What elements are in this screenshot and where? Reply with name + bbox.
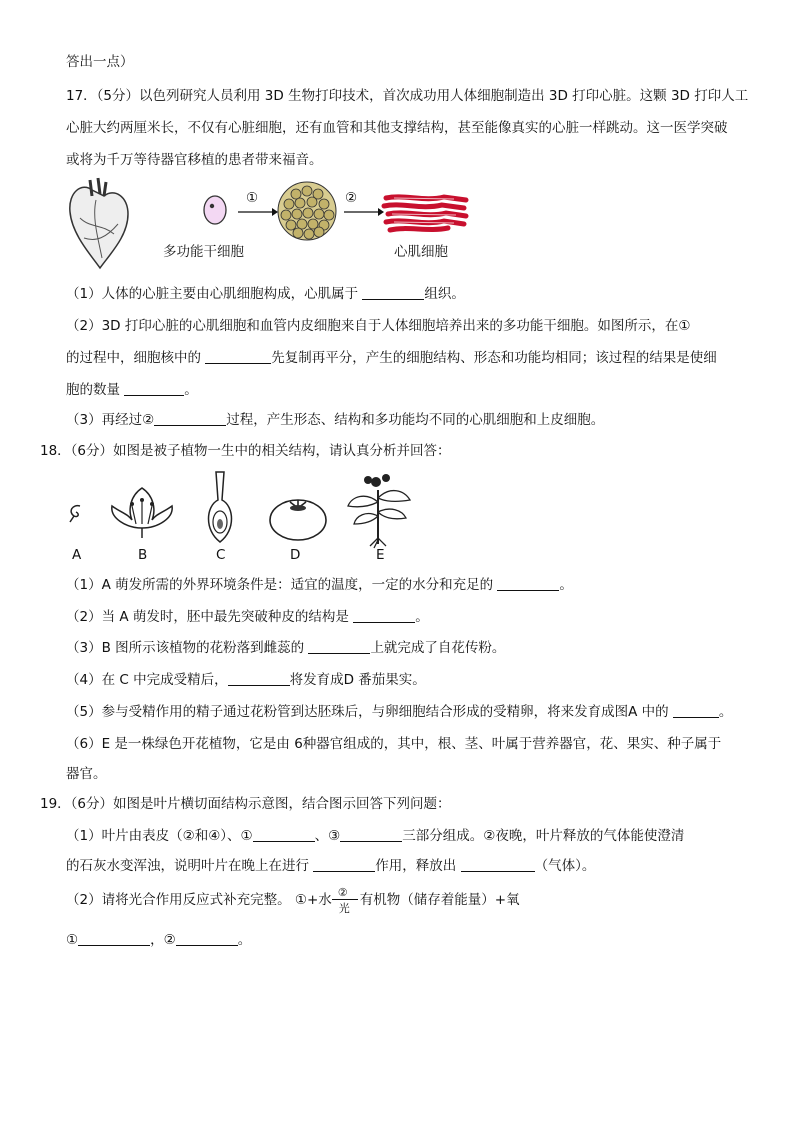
q17-stem-line3: 或将为千万等待器官移植的患者带来福音。 <box>66 152 323 168</box>
q17-part2-blank2[interactable] <box>124 381 184 396</box>
q18-part2-blank[interactable] <box>353 608 415 623</box>
q19-part2-answers <box>66 930 251 950</box>
cardiac-cell-label: 心肌细胞 <box>394 244 448 260</box>
q17-part2-line2 <box>66 348 717 368</box>
figure-label-b: B <box>138 547 148 563</box>
q18-part4 <box>66 670 426 690</box>
reaction-condition-bottom: 光 <box>338 902 350 915</box>
q18-part5 <box>66 702 732 722</box>
q19-part2-text-b: 有机物（储存着能量）+氧 <box>359 892 520 908</box>
figure-label-a: A <box>72 547 82 563</box>
q17-part2-text-b: 先复制再平分，产生的细胞结构、形态和功能均相同；该过程的结果是使细 <box>271 350 717 366</box>
q19-part1-blank1[interactable] <box>253 827 315 842</box>
q18-part2-text-a: （2）当 A 萌发时，胚中最先突破种皮的结构是 <box>66 609 354 625</box>
q18-part4-text-b: 将发育成D 番茄果实。 <box>289 672 426 688</box>
q18-part1 <box>66 575 573 595</box>
q19-part2-text-a: （2）请将光合作用反应式补充完整。 ①+水 <box>66 892 332 908</box>
q17-part1-blank[interactable] <box>362 285 424 300</box>
q17-part3-blank[interactable] <box>154 411 226 426</box>
q19-answer-end: 。 <box>237 932 252 948</box>
figure-label-d: D <box>290 547 301 563</box>
q17-part2-line1: （2）3D 打印心脏的心肌细胞和血管内皮细胞来自于人体细胞培养出来的多功能干细胞。如图所示，在① <box>66 318 691 334</box>
q18-part3-text-b: 上就完成了自花传粉。 <box>370 640 506 656</box>
q17-part1 <box>66 284 465 304</box>
reaction-condition <box>332 886 360 915</box>
pistil-c-illustration <box>200 470 240 546</box>
q17-part3-text-b: 过程，产生形态、结构和多功能均不同的心肌细胞和上皮细胞。 <box>226 412 605 428</box>
q19-part1-text-b: 、③ <box>314 828 341 844</box>
continuation-text: 答出一点） <box>66 54 134 70</box>
q19-part1-blank4[interactable] <box>461 857 535 872</box>
q18-part3-blank[interactable] <box>308 639 370 654</box>
q19-part1-blank2[interactable] <box>340 827 402 842</box>
q19-part1-blank3[interactable] <box>313 857 375 872</box>
q19-answer-blank1[interactable] <box>78 931 150 946</box>
q17-part2-text-a: 的过程中，细胞核中的 <box>66 350 206 366</box>
tomato-d-illustration <box>268 494 328 542</box>
q19-answer-label-1: ① <box>66 932 79 948</box>
cardiac-muscle-icon <box>384 192 468 232</box>
step1-label: ① <box>246 190 259 206</box>
q19-stem: 19．（6分）如图是叶片横切面结构示意图，结合图示回答下列问题： <box>40 796 451 812</box>
q18-part2 <box>66 607 429 627</box>
q18-part6-line1: （6）E 是一株绿色开花植物，它是由 6种器官组成的，其中，根、茎、叶属于营养器官，花、果实、种子属于 <box>66 736 722 752</box>
q19-part1-text-e: 作用，释放出 <box>375 858 461 874</box>
q19-part1-text-f: （气体）。 <box>534 858 596 874</box>
seed-a-illustration <box>66 502 86 524</box>
q17-part1-text-a: （1）人体的心脏主要由心肌细胞构成，心肌属于 <box>66 286 363 302</box>
q19-part1-text-c: 三部分组成。②夜晚，叶片释放的气体能使澄清 <box>402 828 685 844</box>
q18-part5-blank[interactable] <box>673 703 719 718</box>
q17-stem-line2: 心脏大约两厘米长，不仅有心脏细胞，还有血管和其他支撑结构，甚至能像真实的心脏一样跳动。这一医学突破 <box>66 120 728 136</box>
q19-part1-line1 <box>66 826 684 846</box>
q19-part1-line2 <box>66 856 595 876</box>
q18-part1-text-b: 。 <box>559 577 573 593</box>
q18-part1-blank[interactable] <box>497 576 559 591</box>
q18-part5-text-a: （5）参与受精作用的精子通过花粉管到达胚珠后，与卵细胞结合形成的受精卵，将来发育成图A 中的 <box>66 704 673 720</box>
q19-part1-text-a: （1）叶片由表皮（②和④）、① <box>66 828 253 844</box>
flower-b-illustration <box>106 484 178 540</box>
q19-part1-text-d: 的石灰水变浑浊，说明叶片在晚上在进行 <box>66 858 314 874</box>
figure-label-c: C <box>216 547 226 563</box>
q19-answer-blank2[interactable] <box>176 931 238 946</box>
q19-part2-equation <box>66 886 520 915</box>
q17-part2-text-d: 。 <box>184 382 198 398</box>
q17-part2-blank1[interactable] <box>205 349 271 364</box>
q18-part2-text-b: 。 <box>415 609 429 625</box>
heart-illustration <box>62 178 134 270</box>
q18-part4-text-a: （4）在 C 中完成受精后， <box>66 672 228 688</box>
q18-part3 <box>66 638 505 658</box>
q17-part3 <box>66 410 604 430</box>
cell-cluster-icon <box>276 180 338 242</box>
q18-part1-text-a: （1）A 萌发所需的外界环境条件是：适宜的温度，一定的水分和充足的 <box>66 577 498 593</box>
q18-part6-line2: 器官。 <box>66 766 107 782</box>
plant-e-illustration <box>342 472 414 548</box>
stem-cell-label: 多功能干细胞 <box>163 244 244 260</box>
figure-label-e: E <box>376 547 385 563</box>
q17-part2-text-c: 胞的数量 <box>66 382 125 398</box>
q19-answer-label-2: ，② <box>150 932 176 948</box>
q18-stem: 18．（6分）如图是被子植物一生中的相关结构，请认真分析并回答： <box>40 443 451 459</box>
q18-part3-text-a: （3）B 图所示该植物的花粉落到雌蕊的 <box>66 640 309 656</box>
step2-label: ② <box>345 190 358 206</box>
q17-part2-line3 <box>66 380 198 400</box>
q17-part3-text-a: （3）再经过② <box>66 412 155 428</box>
q17-stem-line1: 17．（5分）以色列研究人员利用 3D 生物打印技术，首次成功用人体细胞制造出 3D 打印心脏。这颗 3D 打印人工 <box>66 88 749 104</box>
reaction-condition-top: ② <box>337 886 348 899</box>
q17-part1-text-b: 组织。 <box>424 286 465 302</box>
stem-cell-icon <box>202 194 228 226</box>
q18-part5-text-b: 。 <box>718 704 733 720</box>
q18-part4-blank[interactable] <box>228 671 290 686</box>
